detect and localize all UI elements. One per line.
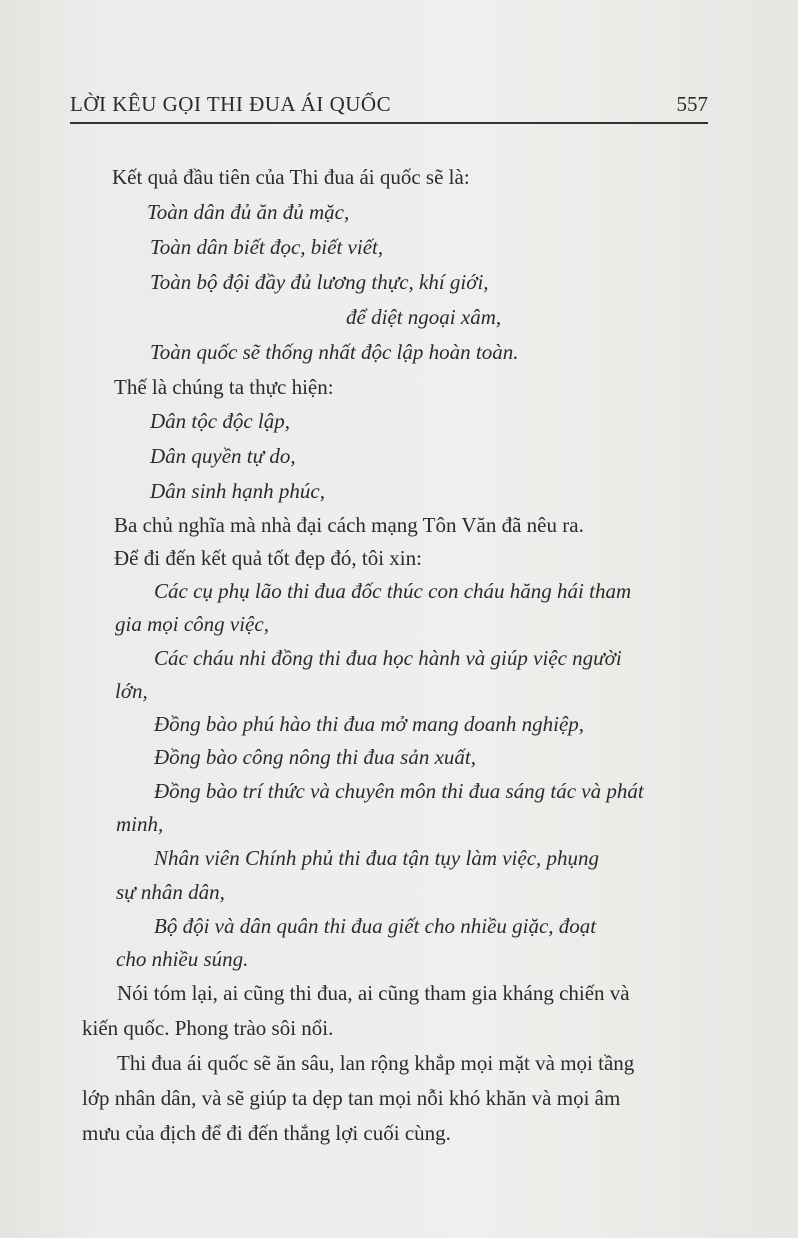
text-line: cho nhiều súng.: [116, 947, 249, 971]
text-line: Toàn bộ đội đầy đủ lương thực, khí giới,: [150, 270, 489, 294]
page-header: [70, 88, 708, 124]
text-line: Toàn quốc sẽ thống nhất độc lập hoàn toàn.: [150, 340, 519, 364]
text-line: Dân sinh hạnh phúc,: [150, 479, 325, 503]
text-line: Thế là chúng ta thực hiện:: [114, 375, 334, 399]
text-line: Bộ đội và dân quân thi đua giết cho nhiều giặc, đoạt: [154, 914, 597, 938]
text-line: Đồng bào trí thức và chuyên môn thi đua sáng tác và phát: [154, 779, 644, 803]
text-line: Kết quả đầu tiên của Thi đua ái quốc sẽ là:: [112, 165, 470, 189]
text-line: kiến quốc. Phong trào sôi nổi.: [82, 1016, 334, 1040]
text-line: để diệt ngoại xâm,: [346, 305, 502, 329]
text-line: minh,: [116, 812, 164, 836]
text-line: lớn,: [115, 679, 148, 703]
text-line: Các cháu nhi đồng thi đua học hành và giúp việc người: [154, 646, 622, 670]
text-line: gia mọi công việc,: [115, 612, 269, 636]
text-line: Đồng bào công nông thi đua sản xuất,: [154, 745, 476, 769]
running-title: LỜI KÊU GỌI THI ĐUA ÁI QUỐC: [70, 92, 392, 116]
text-line: Để đi đến kết quả tốt đẹp đó, tôi xin:: [114, 546, 422, 570]
text-line: Nhân viên Chính phủ thi đua tận tụy làm việc, phụng: [154, 846, 600, 870]
text-line: Nói tóm lại, ai cũng thi đua, ai cũng tham gia kháng chiến và: [117, 981, 630, 1005]
page-number: 557: [676, 92, 708, 116]
text-line: mưu của địch để đi đến thắng lợi cuối cùng.: [82, 1121, 451, 1145]
text-line: Đồng bào phú hào thi đua mở mang doanh nghiệp,: [154, 712, 585, 736]
text-line: Dân tộc độc lập,: [150, 409, 290, 433]
text-line: Toàn dân đủ ăn đủ mặc,: [147, 200, 350, 224]
text-line: sự nhân dân,: [116, 880, 225, 904]
text-line: Ba chủ nghĩa mà nhà đại cách mạng Tôn Văn đã nêu ra.: [114, 513, 584, 537]
text-line: Toàn dân biết đọc, biết viết,: [150, 235, 384, 259]
text-line: Dân quyền tự do,: [150, 444, 296, 468]
text-line: lớp nhân dân, và sẽ giúp ta dẹp tan mọi nỗi khó khăn và mọi âm: [82, 1086, 621, 1110]
text-line: Thi đua ái quốc sẽ ăn sâu, lan rộng khắp mọi mặt và mọi tầng: [117, 1051, 635, 1075]
text-line: Các cụ phụ lão thi đua đốc thúc con cháu hăng hái tham: [154, 579, 632, 603]
